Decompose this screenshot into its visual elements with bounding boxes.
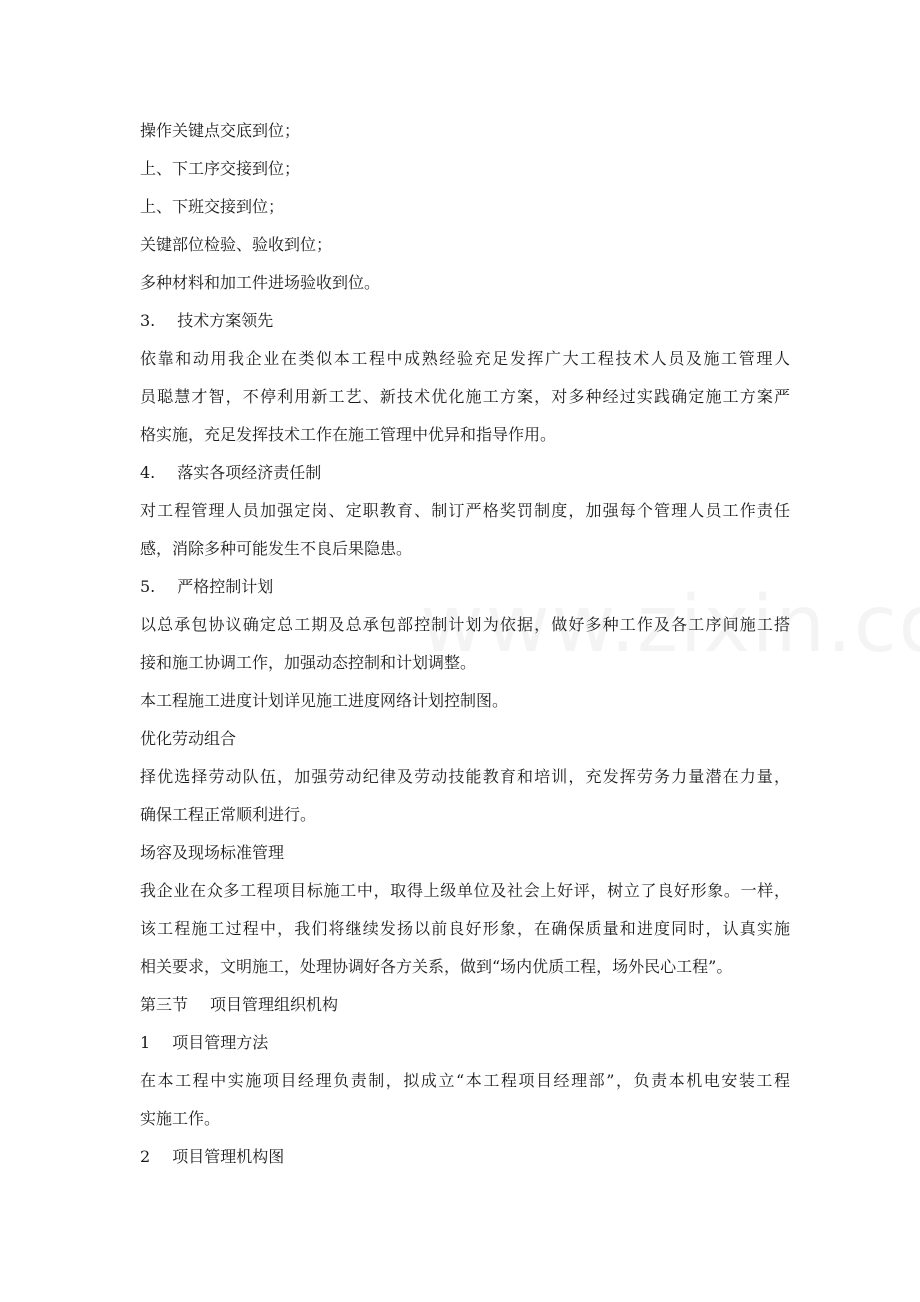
text-line: 多种材料和加工件进场验收到位。 bbox=[140, 273, 381, 292]
section-heading bbox=[140, 1138, 790, 1176]
paragraph bbox=[140, 758, 790, 834]
text-line: 操作关键点交底到位； bbox=[140, 121, 301, 140]
heading-number: 2 bbox=[140, 1147, 151, 1166]
section-heading: 场容及现场标准管理 bbox=[140, 843, 285, 862]
text-line: 员聪慧才智，不停利用新工艺、新技术优化施工方案，对多种经过实践确定施工方案严 bbox=[140, 387, 790, 406]
document-page bbox=[140, 112, 790, 1176]
text-line: 本工程施工进度计划详见施工进度网络计划控制图。 bbox=[140, 691, 509, 710]
paragraph bbox=[140, 492, 790, 568]
text-line: 相关要求，文明施工，处理协调好各方关系，做到“场内优质工程，场外民心工程”。 bbox=[140, 957, 733, 976]
heading-text: 项目管理方法 bbox=[172, 1033, 269, 1052]
heading-text: 项目管理机构图 bbox=[172, 1147, 285, 1166]
text-line: 依靠和动用我企业在类似本工程中成熟经验充足发挥广大工程技术人员及施工管理人 bbox=[140, 349, 790, 368]
text-line: 上、下工序交接到位； bbox=[140, 159, 301, 178]
text-line: 上、下班交接到位； bbox=[140, 197, 285, 216]
text-line: 关键部位检验、验收到位； bbox=[140, 235, 333, 254]
text-line: 格实施，充足发挥技术工作在施工管理中优异和指导作用。 bbox=[140, 425, 557, 444]
heading-number: 3. bbox=[140, 311, 156, 330]
text-line: 感，消除多种可能发生不良后果隐患。 bbox=[140, 539, 413, 558]
heading-text: 技术方案领先 bbox=[177, 311, 274, 330]
heading-number: 1 bbox=[140, 1033, 151, 1052]
heading-number: 5. bbox=[140, 577, 156, 596]
text-line: 该工程施工过程中，我们将继续发扬以前良好形象，在确保质量和进度同时，认真实施 bbox=[140, 919, 790, 938]
heading-number: 4. bbox=[140, 463, 156, 482]
text-line: 在本工程中实施项目经理负责制，拟成立“本工程项目经理部”，负责本机电安装工程 bbox=[140, 1071, 790, 1090]
chapter-title: 项目管理组织机构 bbox=[210, 995, 339, 1014]
text-line: 我企业在众多工程项目标施工中，取得上级单位及社会上好评，树立了良好形象。一样， bbox=[140, 881, 790, 900]
paragraph bbox=[140, 1062, 790, 1138]
text-line: 实施工作。 bbox=[140, 1109, 221, 1128]
section-heading: 优化劳动组合 bbox=[140, 729, 237, 748]
section-heading bbox=[140, 454, 790, 492]
text-line: 确保工程正常顺利进行。 bbox=[140, 805, 317, 824]
section-heading bbox=[140, 1024, 790, 1062]
heading-text: 严格控制计划 bbox=[177, 577, 274, 596]
text-line: 以总承包协议确定总工期及总承包部控制计划为依据，做好多种工作及各工序间施工搭 bbox=[140, 615, 790, 634]
heading-text: 落实各项经济责任制 bbox=[177, 463, 322, 482]
paragraph bbox=[140, 872, 790, 986]
paragraph bbox=[140, 606, 790, 682]
chapter-heading bbox=[140, 986, 790, 1024]
chapter-number: 第三节 bbox=[140, 995, 189, 1014]
section-heading bbox=[140, 568, 790, 606]
text-line: 对工程管理人员加强定岗、定职教育、制订严格奖罚制度，加强每个管理人员工作责任 bbox=[140, 501, 790, 520]
paragraph bbox=[140, 340, 790, 454]
text-line: 择优选择劳动队伍，加强劳动纪律及劳动技能教育和培训，充发挥劳务力量潜在力量， bbox=[140, 767, 790, 786]
section-heading bbox=[140, 302, 790, 340]
text-line: 接和施工协调工作，加强动态控制和计划调整。 bbox=[140, 653, 477, 672]
